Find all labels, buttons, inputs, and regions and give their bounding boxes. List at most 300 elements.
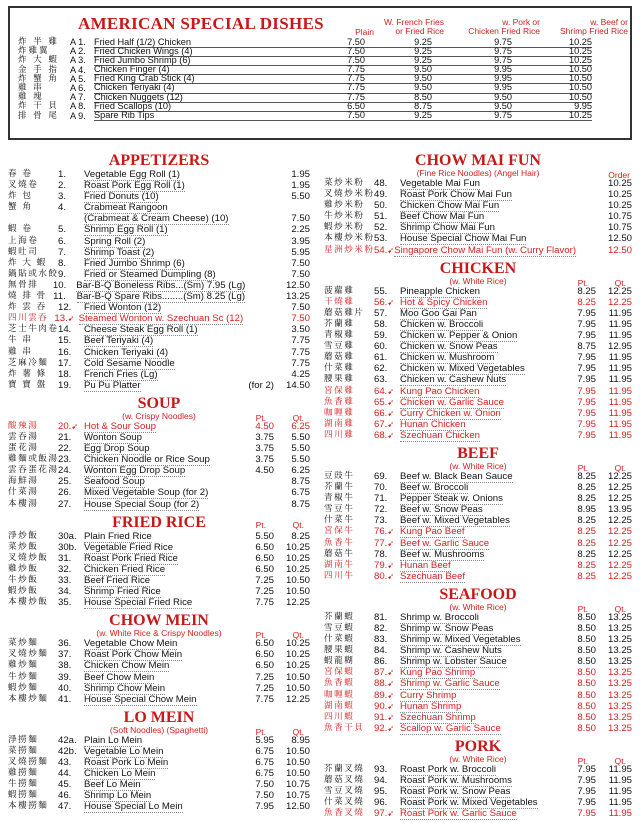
item-number [58,213,84,224]
pepper-icon: ➹ [387,538,395,548]
item-price: 9.50 [365,65,432,75]
qt-label: Qt. [292,412,304,423]
menu-item-row [8,380,310,391]
item-number: 58. [374,318,388,330]
item-name-text: Szechuan Beef [400,570,466,582]
item-chinese-name: 炸雞翼 [18,46,50,57]
item-chinese-name: 蝦炒飯 [8,586,39,597]
item-price-pint: 7.95 [577,407,596,419]
menu-item-row [324,560,632,571]
item-price-pint [560,211,596,222]
menu-item-row [8,169,310,180]
menu-item-row [8,465,310,476]
item-price-pint: 8.50 [577,656,596,668]
item-chinese-name: 雞炒米粉 [324,200,365,211]
item-name [84,224,238,235]
menu-item-row [324,178,632,189]
item-number: 17. [58,357,72,369]
item-chinese-name: 鍋貼或水餃 [8,268,59,279]
pepper-icon: ➹ [387,560,395,570]
item-name: Fried Half (1/2) Chicken [94,38,324,48]
item-price-pint: 7.25 [255,682,274,694]
item-name-text: French Fries (Lg) [84,368,158,380]
item-price: 7.75 [324,65,365,75]
item-name [84,735,238,746]
item-price-pint: 7.95 [577,786,596,798]
item-name-text: Shrimp Chow Mein [84,682,166,694]
item-price-quart: 11.95 [608,396,632,408]
pepper-icon: ➹ [71,421,79,431]
item-price-pint: 7.25 [255,586,274,598]
item-name-text: Shrimp w. Broccoli [400,611,479,623]
item-price-quart: 11.95 [608,775,632,787]
item-chinese-name: 湖南雞 [324,418,355,429]
item-price: 10.25 [512,56,592,66]
item-name [84,801,238,812]
item-price-pint: 7.95 [577,418,596,430]
item-price-quart: 10.50 [285,575,310,586]
item-price-quart: 7.50 [291,213,310,225]
item-price-quart: 7.75 [291,335,310,347]
item-name [400,764,560,775]
item-name-text: Chicken w. Mixed Vegetables [400,363,525,375]
item-price-quart: 10.25 [285,563,310,575]
item-price-quart: 13.25 [607,623,632,634]
pepper-icon: ➹ [67,314,75,324]
item-name [400,189,560,200]
item-price-pint: 7.95 [577,363,596,375]
item-price: 9.50 [365,83,432,93]
item-price-pint [243,313,276,324]
american-header [18,12,628,38]
qt-label: Qt. [614,277,626,288]
item-chinese-name: 雪豆蝦 [324,623,355,633]
item-name [84,369,238,380]
menu-item-row [324,430,632,441]
pepper-icon: ➹ [387,690,395,700]
item-price-pint: 3.75 [255,443,274,455]
item-price-pint: 8.25 [577,559,596,571]
item-chinese-name: 豆豉牛 [324,470,355,481]
menu-item-row [324,222,632,233]
menu-item-row [324,397,632,408]
item-name [84,768,238,779]
item-price: 9.95 [432,65,512,75]
menu-item-row [8,369,310,380]
item-number: 22. [58,443,72,455]
item-chinese-name: 寶 寶 盤 [8,379,47,390]
item-name-text: Curry Shrimp [400,689,457,701]
item-price: 7.50 [324,111,365,121]
item-chinese-name: 雞麵或飯湯 [8,454,59,465]
item-price-quart: 3.50 [291,324,310,336]
qt-label: Qt. [292,519,304,530]
item-price-pint [238,191,274,202]
item-name [400,297,560,308]
item-name [400,701,560,712]
item-price: 9.75 [432,56,512,66]
menu-item-row [324,786,632,797]
pepper-icon: ➹ [387,712,395,722]
item-name-text: Roast Pork Chow Mein [84,649,183,661]
item-chinese-name: 蝦吐司 [8,246,39,257]
item-number: 60. [374,341,388,353]
menu-item-row [8,269,310,280]
menu-item-row [324,808,632,819]
item-chinese-name: 海鮮湯 [8,476,39,487]
item-number: 90.➹ [374,700,395,712]
section-chicken [324,260,632,445]
item-price-pint [238,169,274,180]
item-number: 72. [374,504,388,516]
item-name-text: Roast Pork Fried Rice [84,552,178,564]
item-number: 68.➹ [374,429,395,441]
item-number: 9. [58,268,67,280]
item-price-quart: 10.50 [285,768,310,780]
item-name [84,302,238,313]
item-chinese-name: 雪豆叉燒 [324,786,365,797]
american-list [18,38,624,121]
section-header [8,514,310,531]
item-name-text: Fried Jumbo Shrimp (6) [84,257,185,269]
item-price: 9.75 [432,38,512,48]
item-price-pint: 7.95 [577,307,596,319]
section-header [324,738,632,764]
item-price-quart: 7.50 [291,257,310,269]
item-price-pint: 8.25 [577,526,596,538]
item-name [400,656,560,667]
item-name [84,465,238,476]
item-number: 32. [58,563,72,575]
item-name-text: Beef Lo Mein [84,779,141,791]
item-name [400,538,560,549]
item-price: 9.50 [432,102,512,112]
item-number: 46. [58,790,72,802]
item-chinese-name: 雲吞蛋花湯 [8,465,59,476]
pepper-icon: ➹ [387,723,395,733]
item-price-pint: 7.95 [255,801,274,813]
item-name-text: Chicken Noodle or Rice Soup [84,454,210,466]
menu-item-row [324,233,632,244]
menu-item-row [8,454,310,465]
section-beef [324,445,632,586]
item-chinese-name: 腰果雞 [324,374,355,385]
item-name: Fried Scallops (10) [94,102,324,112]
item-price-pint: 7.95 [577,775,596,787]
item-price-pint: 7.95 [577,797,596,809]
item-name [400,386,560,397]
item-price-quart: 12.25 [607,526,632,538]
item-name [84,487,238,498]
item-chinese-name: 蟹 角 [8,202,33,213]
menu-item-row [324,319,632,330]
item-number: 63. [374,374,388,386]
item-price-quart: 13.25 [607,678,632,690]
item-name [400,330,560,341]
item-price-quart: 6.25 [291,465,310,477]
item-price: 9.95 [432,74,512,84]
item-name [77,291,245,302]
item-number: 34. [58,586,72,598]
item-number: 13.➹ [54,313,75,325]
qt-label: Qt. [614,603,626,614]
item-name-text: Shrimp Chow Mai Fun [400,222,495,234]
american-row [18,112,624,121]
item-name-text: Seafood Soup [84,476,145,488]
item-name [400,286,560,297]
item-name-text: Chicken w. Snow Peas [400,341,498,353]
item-price-pint: 8.50 [577,611,596,623]
item-number: 55. [374,285,388,297]
item-name-text: Vegetable Chow Mein [84,638,178,650]
item-price-pint: 8.25 [577,470,596,482]
item-price-pint: 7.95 [577,429,596,441]
item-name-text: Beef Fried Rice [84,575,151,586]
item-chinese-name: 叉燒卷 [8,180,39,191]
item-name [84,347,238,358]
item-chinese-name: 菜撈麵 [8,745,39,756]
item-price-quart: 11.95 [608,763,632,775]
item-price-quart: 11.95 [608,307,632,319]
item-price-quart: 11.95 [608,429,632,441]
menu-item-row [8,683,310,694]
item-price-pint: 7.95 [577,330,596,342]
item-name-text: Wonton Soup [84,431,142,443]
item-chinese-name: 蝦炒麵 [8,682,39,693]
item-chinese-name: 炸 半 雞 [18,37,59,47]
item-price-quart: 11.95 [608,330,632,342]
item-number: 97.➹ [374,808,395,820]
qt-label: Qt. [614,755,626,766]
item-number: 83. [374,634,388,646]
item-price-pint: 7.95 [577,763,596,775]
qt-label: Qt. [614,462,626,473]
item-price-quart: 12.25 [607,515,632,527]
qt-label: Qt. [292,726,304,737]
menu-item-row [324,245,632,256]
item-name [400,471,560,482]
item-name-text: Mixed Vegetable Soup (for 2) [84,487,209,499]
item-number: 23. [58,454,72,466]
item-name-text: Roast Pork w. Snow Peas [400,786,511,798]
item-price-pint: 8.25 [577,285,596,297]
section-title: CHOW MAI FUN [415,152,541,169]
item-chinese-name: 牛 串 [8,335,33,346]
menu-item-row [8,247,310,258]
item-number: 18. [58,368,72,380]
item-number: 79.➹ [374,559,395,571]
item-name-text: Shrimp w. Snow Peas [400,623,494,634]
item-price-quart: 10.50 [285,745,310,757]
item-name [84,746,238,757]
section-header [324,445,632,471]
item-chinese-name: 魚香蝦 [324,678,355,689]
item-price-quart: 11.95 [608,374,632,386]
item-name-text: Pu Pu Platter [84,379,141,391]
item-chinese-name: 菜炒麵 [8,638,39,649]
item-price-quart: 10.50 [285,682,310,694]
item-name [84,213,238,224]
item-name-text: Hot & Sour Soup [84,420,156,432]
menu-item-row [324,408,632,419]
item-name: Fried Jumbo Shrimp (6) [94,56,324,66]
item-number: 80.➹ [374,570,395,582]
item-price-pint [238,358,274,369]
menu-item-row [324,538,632,549]
item-number: 10. [52,279,67,291]
item-price-pint [245,280,277,291]
item-name-text: Shrimp w. Mixed Vegetables [400,634,521,646]
item-name [400,623,560,634]
item-chinese-name: 湖南蝦 [324,700,355,711]
item-price-quart: 12.25 [607,559,632,571]
item-price-quart: 4.25 [291,368,310,380]
item-price-pint [238,347,274,358]
item-name-text: Cold Sesame Noodle [84,357,175,369]
item-price-quart: 12.25 [285,597,310,609]
item-chinese-name: 牛撈麵 [8,779,39,790]
item-name-text: Chicken w. Mushroom [400,352,495,364]
section-lo-mein [8,709,310,817]
item-chinese-name: 金 手 指 [18,64,59,75]
item-number: 3. [58,191,67,203]
item-price: 9.25 [365,111,432,121]
item-number: 91.➹ [374,711,395,723]
item-number: 48. [374,178,388,189]
item-number: 30b. [58,541,77,553]
item-price-pint [560,200,596,211]
item-number: 76.➹ [374,526,395,538]
item-number: 50. [374,200,388,212]
item-chinese-name: 魚香牛 [324,537,355,548]
item-name [400,482,560,493]
item-name [84,191,238,202]
item-number: 73. [374,515,388,527]
item-price: 8.75 [365,102,432,112]
item-number: 57. [374,307,388,319]
menu-item-row [324,723,632,734]
item-price-quart: 10.25 [607,200,632,212]
pt-label: Pt. [255,412,266,423]
item-price-pint [560,178,596,189]
item-price-pint [238,224,274,235]
item-price-pint: 8.25 [577,570,596,582]
pepper-icon: ➹ [387,701,395,711]
menu-item-row [8,597,310,608]
item-price-quart: 12.25 [607,470,632,482]
item-price-pint [238,487,274,498]
item-price-pint: 7.50 [255,779,274,791]
menu-item-row [324,656,632,667]
item-name-text: Chicken Teriyaki (4) [84,346,169,358]
item-chinese-name: 叉燒炒飯 [8,552,49,563]
item-number: 42a. [58,734,77,746]
item-chinese-name: 牛炒飯 [8,575,39,585]
item-name [400,341,560,352]
item-number: 82. [374,623,388,634]
item-name [84,779,238,790]
item-name-text: Beef w. Broccoli [400,482,469,494]
item-chinese-name: 蘑菇雞 [324,352,355,363]
item-chinese-name: 排 骨 尾 [18,110,59,121]
item-name [76,280,245,291]
item-chinese-name: 什菜叉燒 [324,797,365,808]
item-number: 59. [374,330,388,342]
item-price-quart: 13.25 [607,611,632,623]
item-name [84,672,238,683]
item-price: 10.50 [512,74,592,84]
pt-label: Pt. [577,603,588,614]
item-chinese-name: 炸 干 貝 [18,101,59,112]
item-name-text: Shrimp w. Lobster Sauce [400,656,507,668]
item-price-quart: 7.50 [291,302,310,314]
item-price-pint: 8.95 [577,504,596,516]
item-price-pint: 7.95 [577,396,596,408]
section-title: SEAFOOD [439,585,517,603]
item-name [400,712,560,723]
item-price-quart: 11.95 [608,797,632,809]
item-number: 89.➹ [374,689,395,701]
item-price: 7.50 [324,38,365,48]
item-price-pint: (for 2) [248,379,274,391]
order-label: Order [608,170,630,180]
item-name-text: Cheese Steak Egg Roll (1) [84,324,198,336]
menu-item-row [8,553,310,564]
item-price-pint: 6.50 [255,660,274,672]
item-number: 27. [58,498,72,510]
item-name-text: House Special Lo Mein [84,801,183,813]
item-name-text: Hunan Beef [400,559,451,571]
item-chinese-name: 菠蘿雞 [324,285,355,296]
item-price-quart: 12.25 [607,285,632,297]
item-name-text: Plain Fried Rice [84,530,152,542]
item-price-quart: 12.50 [607,244,632,256]
menu-item-row [324,419,632,430]
item-number: 66.➹ [374,407,395,419]
item-chinese-name: 炸 大 蝦 [18,55,59,66]
pepper-icon: ➹ [387,386,395,396]
item-price-quart: 7.50 [291,313,311,325]
menu-item-row [8,324,310,335]
item-name: Fried Chicken Wings (4) [94,47,324,57]
item-price-quart: 7.75 [291,346,310,358]
item-price-pint: 7.95 [577,352,596,364]
item-name [400,308,560,319]
menu-item-row [8,291,310,302]
item-price: 9.25 [365,38,432,48]
item-price-pint [238,324,274,335]
item-name-text: House Special Chow Mein [84,693,197,705]
item-price-quart: 10.50 [285,586,310,598]
left-column [8,152,318,823]
menu-item-row [8,790,310,801]
section-title: FRIED RICE [112,513,206,531]
item-price-pint: 8.25 [577,296,596,308]
item-price-pint: 8.25 [577,493,596,505]
item-price-pint: 7.95 [577,385,596,397]
section-subtitle: (Soft Noodles) (Spaghetti) [109,724,209,735]
item-name [400,667,560,678]
item-chinese-name: 雲吞湯 [8,431,39,442]
item-chinese-name: 魚香干貝 [324,722,365,733]
item-name-text: Crabmeat Rangoon [84,202,168,214]
item-name-text: Kung Pao Beef [400,526,465,538]
item-name-text: Roast Pork w. Garlic Sauce [400,808,517,820]
item-name [84,542,238,553]
item-price-pint: 8.50 [577,634,596,646]
item-name-text: Chicken w. Cashew Nuts [400,374,507,386]
item-price-pint [238,258,274,269]
